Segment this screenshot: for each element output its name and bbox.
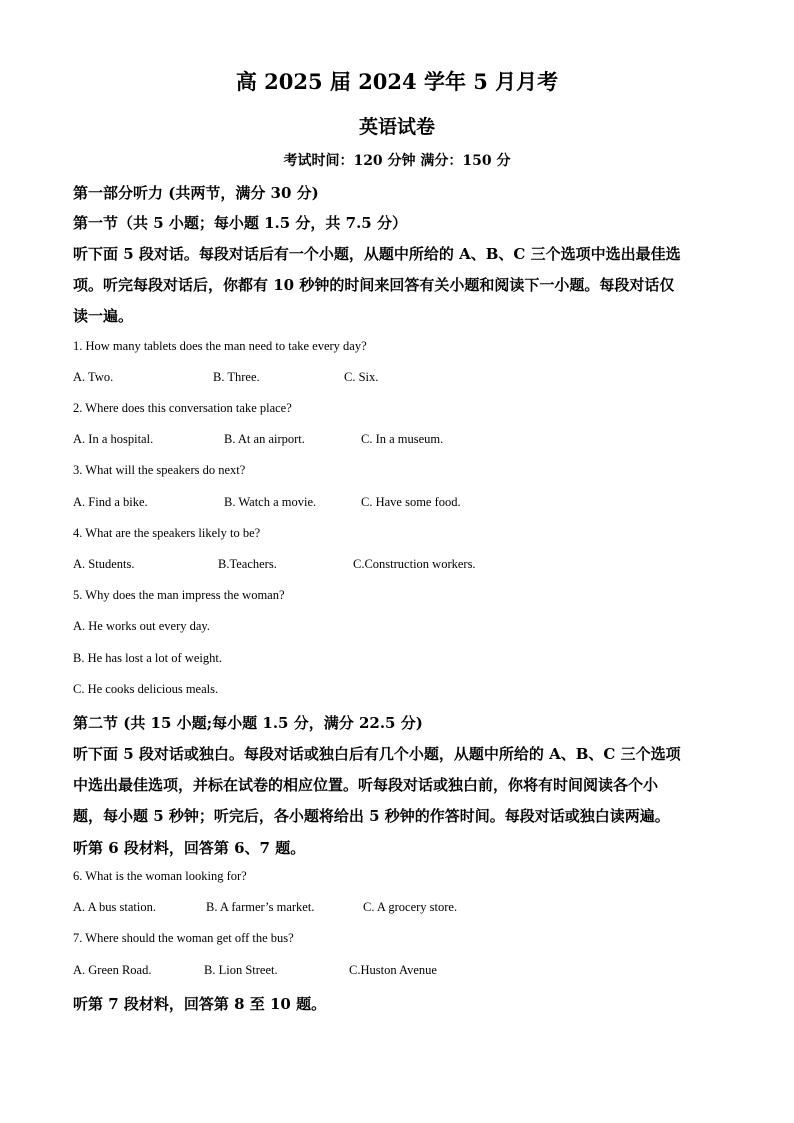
- q1-option-a: A. Two.: [73, 370, 114, 384]
- section1-instruction-line: 项。听完每段对话后，你都有 10 秒钟的时间来回答有关小题和阅读下一小题。每段对话仅: [73, 276, 675, 294]
- section2-instruction-line: 中选出最佳选项，并标在试卷的相应位置。听每段对话或独白前，你将有时间阅读各个小: [73, 776, 659, 794]
- question-6: 6. What is the woman looking for?: [73, 869, 247, 883]
- q1-option-c: C. Six.: [344, 370, 379, 384]
- material-7-heading: 听第 7 段材料，回答第 8 至 10 题。: [73, 995, 327, 1013]
- q6-option-c: C. A grocery store.: [363, 900, 458, 914]
- q5-option-b: B. He has lost a lot of weight.: [73, 651, 222, 665]
- question-1: 1. How many tablets does the man need to take every day?: [73, 339, 367, 353]
- q7-option-b: B. Lion Street.: [204, 963, 278, 977]
- question-7: 7. Where should the woman get off the bus?: [73, 931, 294, 945]
- q4-option-a: A. Students.: [73, 557, 135, 571]
- question-2: 2. Where does this conversation take place?: [73, 401, 292, 415]
- q5-option-c: C. He cooks delicious meals.: [73, 682, 219, 696]
- exam-title: 高 2025 届 2024 学年 5 月月考: [235, 69, 559, 94]
- q2-option-a: A. In a hospital.: [73, 432, 154, 446]
- q7-option-c: C.Huston Avenue: [349, 963, 437, 977]
- section1-heading: 第一节（共 5 小题；每小题 1.5 分，共 7.5 分）: [73, 214, 407, 232]
- section1-instruction-line: 读一遍。: [73, 307, 134, 325]
- subject-title: 英语试卷: [358, 116, 435, 138]
- exam-info: 考试时间：120 分钟 满分：150 分: [283, 153, 511, 169]
- question-3: 3. What will the speakers do next?: [73, 463, 246, 477]
- q2-option-b: B. At an airport.: [224, 432, 305, 446]
- q1-option-b: B. Three.: [213, 370, 260, 384]
- q6-option-a: A. A bus station.: [73, 900, 156, 914]
- section2-instruction-line: 题，每小题 5 秒钟；听完后，各小题将给出 5 秒钟的作答时间。每段对话或独白读两遍。: [73, 807, 670, 825]
- q2-option-c: C. In a museum.: [361, 432, 444, 446]
- q7-option-a: A. Green Road.: [73, 963, 152, 977]
- section1-instruction-line: 听下面 5 段对话。每段对话后有一个小题，从题中所给的 A、B、C 三个选项中选出最佳选: [73, 245, 681, 263]
- q3-option-c: C. Have some food.: [361, 495, 461, 509]
- q6-option-b: B. A farmer’s market.: [206, 900, 315, 914]
- q4-option-c: C.Construction workers.: [353, 557, 476, 571]
- q3-option-a: A. Find a bike.: [73, 495, 148, 509]
- question-5: 5. Why does the man impress the woman?: [73, 588, 285, 602]
- q3-option-b: B. Watch a movie.: [224, 495, 317, 509]
- q5-option-a: A. He works out every day.: [73, 619, 210, 633]
- question-4: 4. What are the speakers likely to be?: [73, 526, 261, 540]
- section2-instruction-line: 听下面 5 段对话或独白。每段对话或独白后有几个小题，从题中所给的 A、B、C 三个选项: [73, 745, 681, 763]
- material-6-heading: 听第 6 段材料，回答第 6、7 题。: [73, 839, 306, 857]
- section2-heading: 第二节 (共 15 小题;每小题 1.5 分，满分 22.5 分): [73, 714, 423, 732]
- q4-option-b: B.Teachers.: [218, 557, 277, 571]
- part1-heading: 第一部分听力 (共两节，满分 30 分): [73, 184, 319, 202]
